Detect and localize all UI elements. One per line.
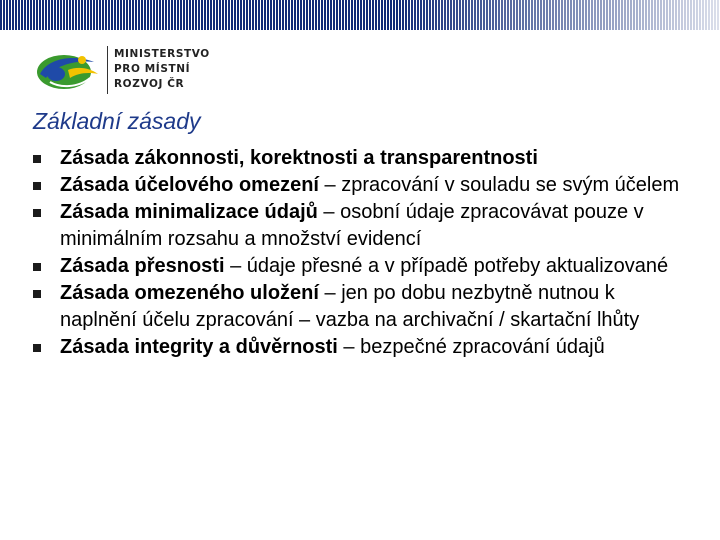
principles-list: [33, 145, 693, 361]
principle-description: – jen po dobu nezbytně nutnou k naplnění účelu zpracování – vazba na archivační / skartační lhůty: [60, 282, 640, 331]
square-bullet-icon: [33, 344, 41, 352]
logo-divider: [107, 46, 108, 94]
ministry-name-line: PRO MÍSTNÍ: [114, 63, 191, 75]
ministry-name-line: MINISTERSTVO: [114, 48, 210, 60]
square-bullet-icon: [33, 155, 41, 163]
principle-description: – údaje přesné a v případě potřeby aktualizované: [224, 255, 669, 277]
list-item: [33, 145, 693, 172]
list-item: [33, 334, 693, 361]
ministry-name: [114, 47, 210, 92]
principle-description: – zpracování v souladu se svým účelem: [318, 174, 680, 196]
ministry-emblem-icon: [34, 48, 102, 92]
list-item: [33, 253, 693, 280]
square-bullet-icon: [33, 290, 41, 298]
principle-description: – osobní údaje zpracovávat pouze v minimálním rozsahu a množství evidencí: [60, 201, 644, 250]
principle-name: Zásada integrity a důvěrnosti: [60, 336, 338, 358]
principle-name: Zásada zákonnosti, korektnosti a transparentnosti: [60, 147, 538, 169]
principle-name: Zásada minimalizace údajů: [60, 201, 318, 223]
header-stripe-fade: [0, 0, 720, 30]
principle-name: Zásada účelového omezení: [60, 174, 319, 196]
principle-name: Zásada přesnosti: [60, 255, 225, 277]
principle-name: Zásada omezeného uložení: [60, 282, 319, 304]
square-bullet-icon: [33, 182, 41, 190]
principle-description: – bezpečné zpracování údajů: [337, 336, 605, 358]
list-item: [33, 172, 693, 199]
square-bullet-icon: [33, 209, 41, 217]
list-item: [33, 199, 693, 253]
ministry-name-line: ROZVOJ ČR: [114, 78, 185, 90]
slide-title: Základní zásady: [33, 108, 201, 134]
list-item: [33, 280, 693, 334]
ministry-logo: [34, 46, 234, 96]
square-bullet-icon: [33, 263, 41, 271]
